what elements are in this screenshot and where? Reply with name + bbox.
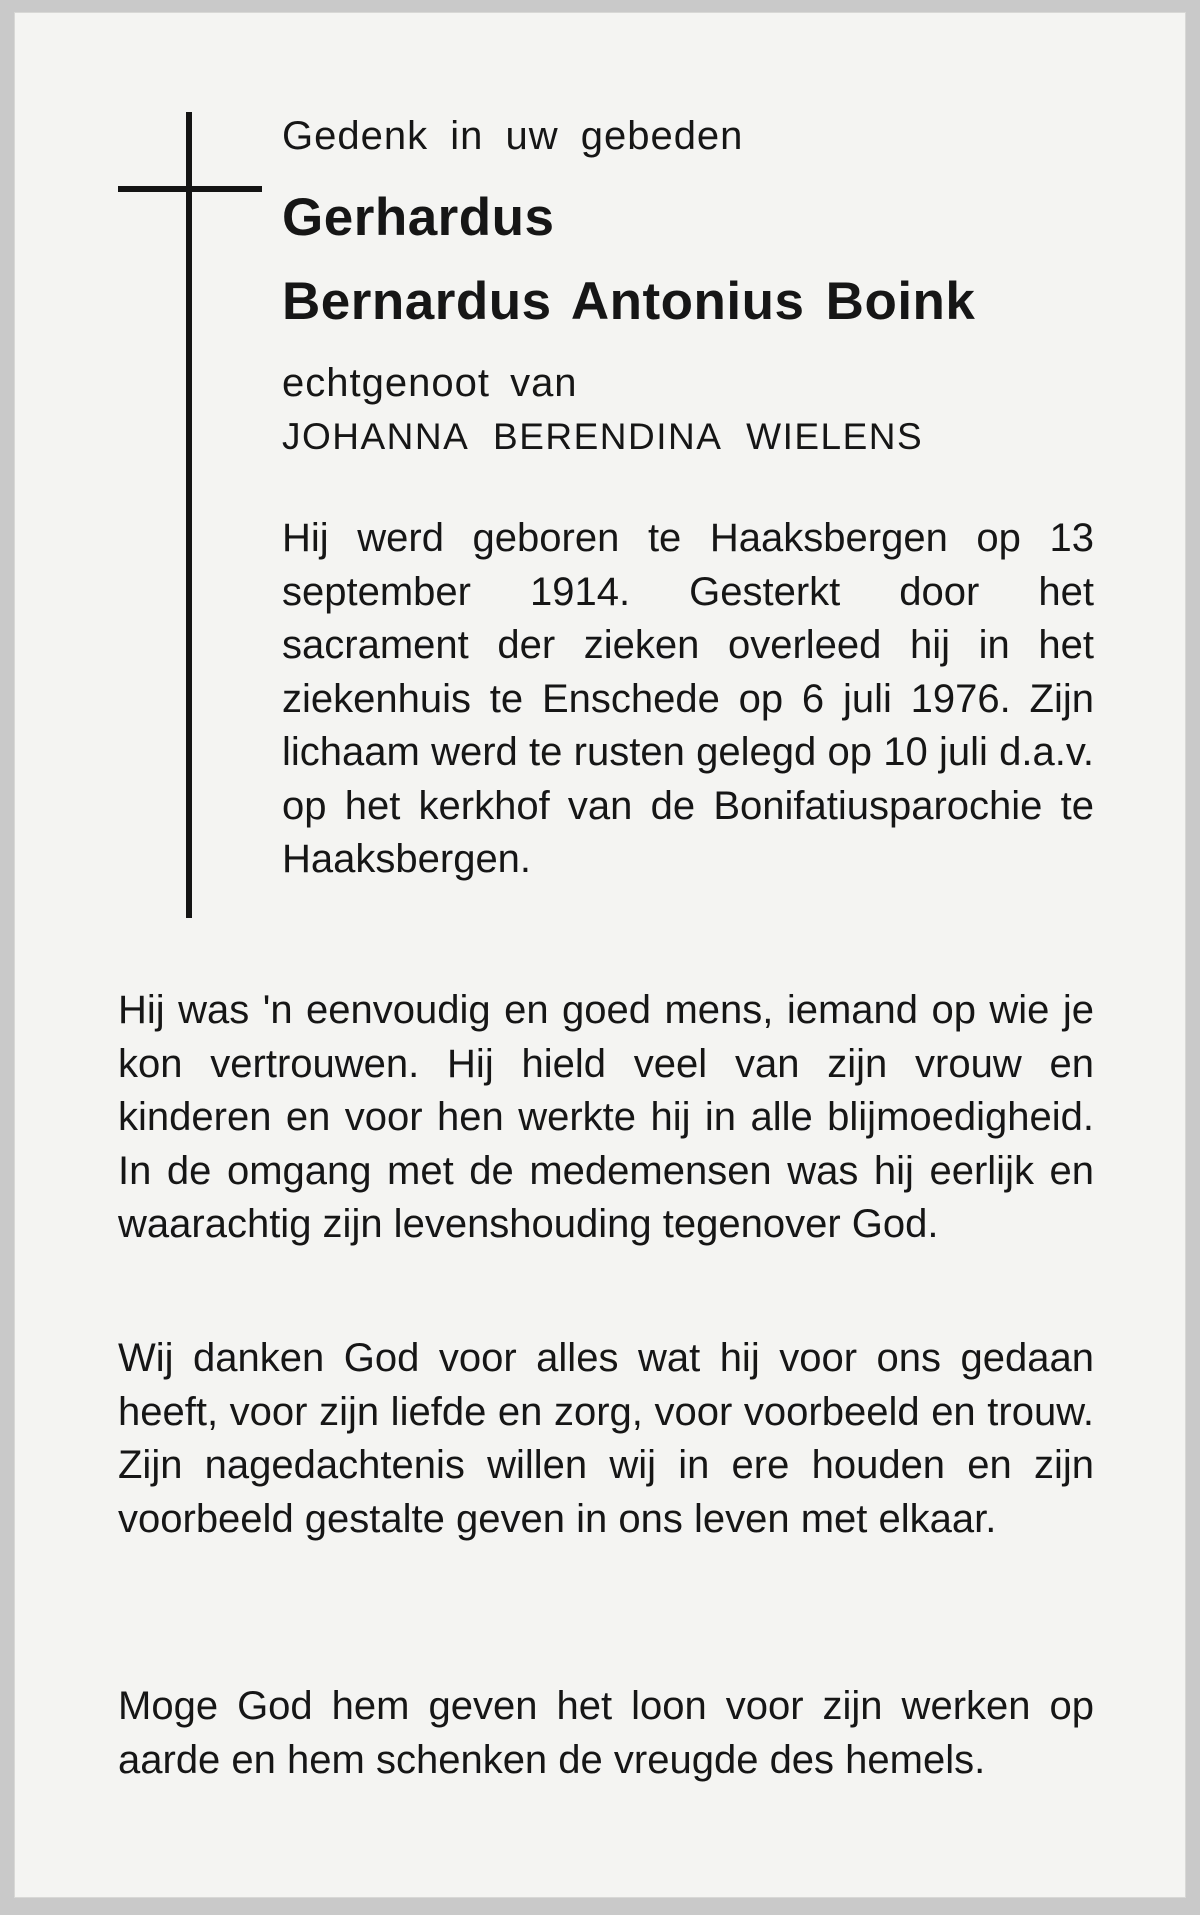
cross-icon-crossbar (118, 186, 262, 192)
thanks-paragraph: Wij danken God voor alles wat hij voor ons gedaan heeft, voor zijn liefde en zorg, voor voorbeeld en trouw. Zijn nagedachtenis willen wij in ere houden en zijn voorbeeld gestalte geven in ons leven met elkaar. (118, 1336, 1094, 1541)
deceased-names: Bernardus Antonius Boink (282, 272, 976, 331)
character-paragraph: Hij was 'n eenvoudig en goed mens, iemand op wie je kon vertrouwen. Hij hield veel van zijn vrouw en kinderen en voor hen werkte hij in alle blijmoedigheid. In de omgang met de medemensen was hij eerlijk en waarachtig zijn levenshouding tegenover God. (118, 988, 1094, 1246)
memorial-card (14, 12, 1186, 1898)
intro-text: Gedenk in uw gebeden (282, 114, 744, 158)
header-block (282, 110, 1094, 462)
cross-icon (186, 112, 192, 918)
prayer-paragraph: Moge God hem geven het loon voor zijn werken op aarde en hem schenken de vreugde des hemels. (118, 1684, 1094, 1782)
spouse-name: JOHANNA BERENDINA WIELENS (282, 416, 924, 457)
deceased-first-name: Gerhardus (282, 188, 555, 247)
biography-text: Hij werd geboren te Haaksbergen op 13 september 1914. Gesterkt door het sacrament der zieken overleed hij in het ziekenhuis te Enschede op 6 juli 1976. Zijn lichaam werd te rusten gelegd op 10 juli d.a.v. op het kerkhof van de Bonifatiusparochie te Haaksbergen. (282, 516, 1094, 881)
spouse-label: echtgenoot van (282, 361, 578, 405)
